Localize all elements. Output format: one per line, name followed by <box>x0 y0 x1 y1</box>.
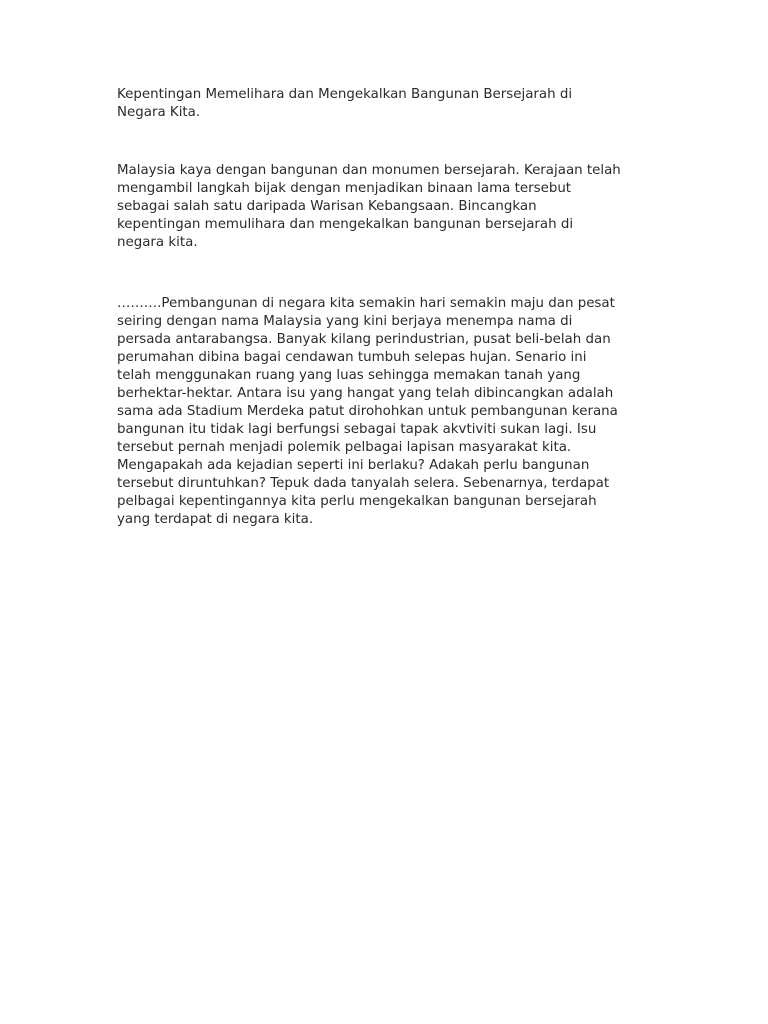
document-title: Kepentingan Memelihara dan Mengekalkan Bangunan Bersejarah di Negara Kita. <box>117 87 573 120</box>
essay-body: ……….Pembangunan di negara kita semakin hari semakin maju dan pesat seiring dengan nama Malaysia yang kini berjaya menempa nama di persada antarabangsa. Banyak kilang perindustrian, pusat beli-belah dan perumahan dibina bagai cendawan tumbuh selepas hujan. Senario ini telah menggunakan ruang yang luas sehingga memakan tanah yang berhektar-hektar. Antara isu yang hangat yang telah dibincangkan adalah sama ada Stadium Merdeka patut dirohohkan untuk pembangunan kerana bangunan itu tidak lagi berfungsi sebagai tapak akvtiviti sukan lagi. Isu tersebut pernah menjadi polemik pelbagai lapisan masyarakat kita. Mengapakah ada kejadian seperti ini berlaku? Adakah perlu bangunan tersebut diruntuhkan? Tepuk dada tanyalah selera. Sebenarnya, terdapat pelbagai kepentingannya kita perlu mengekalkan bangunan bersejarah yang terdapat di negara kita. <box>117 296 618 527</box>
essay-question: Malaysia kaya dengan bangunan dan monumen bersejarah. Kerajaan telah mengambil langkah bijak dengan menjadikan binaan lama tersebut sebagai salah satu daripada Warisan Kebangsaan. Bincangkan kepentingan memulihara dan mengekalkan bangunan bersejarah di negara kita. <box>117 163 621 250</box>
